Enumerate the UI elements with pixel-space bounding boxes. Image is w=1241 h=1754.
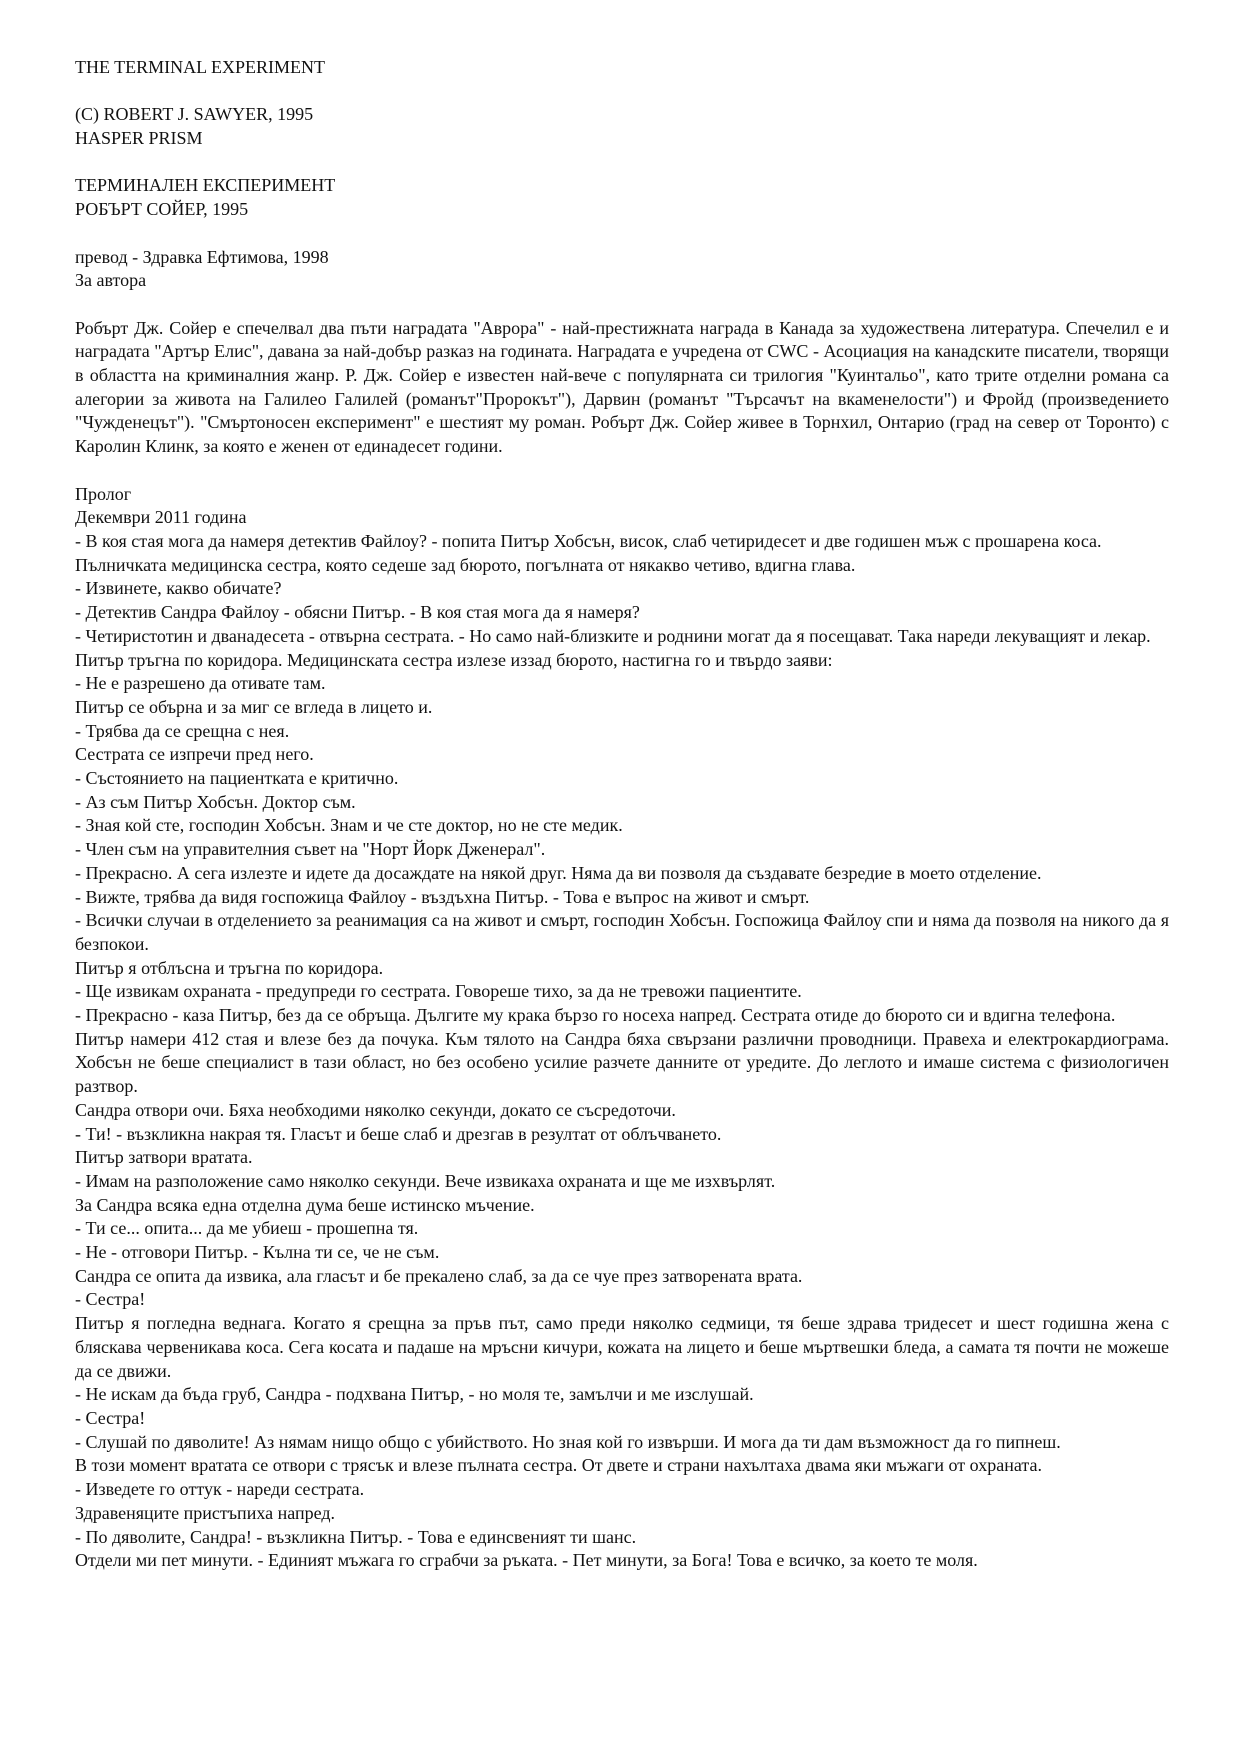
prologue-paragraph: Питър намери 412 стая и влезе без да почука. Към тялото на Сандра бяха свързани различни проводници. Правеха и електрокардиограма. Хобсън не беше специалист в тази област, но без особено усилие разчете данните от уредите. До леглото и имаше система с физиологичен разтвор. (75, 1028, 1169, 1097)
prologue-paragraph: Пълничката медицинска сестра, която седеше зад бюрото, погълната от някакво четиво, вдигна глава. (75, 554, 856, 575)
prologue-paragraph: Питър тръгна по коридора. Медицинската сестра излезе иззад бюрото, настигна го и твърдо заяви: (75, 649, 833, 670)
prologue-paragraph: За Сандра всяка една отделна дума беше истинско мъчение. (75, 1194, 535, 1215)
spacer (75, 459, 1169, 483)
prologue-paragraph: - Сестра! (75, 1408, 146, 1428)
author-bulgarian: РОБЪРТ СОЙЕР, 1995 (75, 199, 249, 220)
title-bulgarian: ТЕРМИНАЛЕН ЕКСПЕРИМЕНТ (75, 175, 336, 196)
prologue-paragraph: Отдели ми пет минути. - Единият мъжага го сграбчи за ръката. - Пет минути, за Бога! Това е всичко, за което те моля. (75, 1550, 978, 1571)
prologue-paragraph: Сестрата се изпречи пред него. (75, 744, 314, 765)
prologue-paragraph: Сандра се опита да извика, ала гласът и бе прекалено слаб, за да се чуе през затворената врата. (75, 1265, 803, 1286)
title-english: THE TERMINAL EXPERIMENT (75, 57, 325, 77)
prologue-paragraph: - Слушай по дяволите! Аз нямам нищо общо с убийството. Но зная кой го извърши. И мога да ти дам възможност да го пипнеш. (75, 1431, 1061, 1452)
prologue-paragraph: - Не искам да бъда груб, Сандра - подхвана Питър, - но моля те, замълчи и ме изслушай. (75, 1384, 754, 1405)
about-heading: За автора (75, 270, 147, 291)
prologue-paragraph: Питър я погледна веднага. Когато я срещна за пръв път, само преди няколко седмици, тя беше здрава тридесет и шест годишна жена с бляскава червеникава коса. Сега косата и падаше на мръсни кичури, кожата на лицето и беше мъртвешки бледа, а самата тя почти не можеше да се движи. (75, 1313, 1169, 1381)
document-page (75, 56, 1169, 1573)
prologue-paragraph: - Четиристотин и дванадесета - отвърна сестрата. - Но само най-близките и роднини могат да я посещават. Така нареди лекуващият и лекар. (75, 625, 1151, 646)
prologue-paragraph: - Извинете, какво обичате? (75, 578, 282, 599)
prologue-paragraph: - Прекрасно - каза Питър, без да се обръща. Дългите му крака бързо го носеха напред. Сестрата отиде до бюрото си и вдигна телефона. (75, 1005, 1116, 1026)
prologue-paragraph: Сандра отвори очи. Бяха необходими няколко секунди, докато се съсредоточи. (75, 1099, 676, 1120)
spacer (75, 151, 1169, 175)
prologue-paragraph: Питър се обърна и за миг се вгледа в лицето и. (75, 696, 433, 717)
prologue-paragraph: - В коя стая мога да намеря детектив Файлоу? - попита Питър Хобсън, висок, слаб четиридесет и две годишен мъж с прошарена коса. (75, 530, 1102, 551)
prologue-paragraph: - Сестра! (75, 1289, 146, 1310)
prologue-paragraph: - Вижте, трябва да видя госпожица Файлоу - въздъхна Питър. - Това е въпрос на живот и смърт. (75, 886, 810, 907)
prologue-paragraph: - Зная кой сте, господин Хобсън. Знам и че сте доктор, но не сте медик. (75, 815, 623, 836)
prologue-heading: Пролог (75, 483, 132, 504)
prologue-paragraph: В този момент вратата се отвори с трясък и влезе пълната сестра. От двете и страни нахълтаха двама яки мъжаги от охраната. (75, 1455, 1042, 1476)
prologue-body (75, 530, 1169, 1573)
spacer (75, 80, 1169, 104)
translation-credit: превод - Здравка Ефтимова, 1998 (75, 246, 329, 267)
spacer (75, 293, 1169, 317)
prologue-paragraph: - По дяволите, Сандра! - възкликна Питър. - Това е единсвеният ти шанс. (75, 1526, 637, 1547)
prologue-paragraph: - Не - отговори Питър. - Кълна ти се, че не съм. (75, 1242, 440, 1263)
spacer (75, 222, 1169, 246)
prologue-paragraph: Питър я отблъсна и тръгна по коридора. (75, 957, 384, 978)
prologue-paragraph: - Не е разрешено да отивате там. (75, 673, 326, 694)
prologue-paragraph: - Прекрасно. А сега излезте и идете да досаждате на някой друг. Няма да ви позволя да създавате безредие в моето отделение. (75, 862, 1042, 883)
prologue-paragraph: - Състоянието на пациентката е критично. (75, 768, 399, 789)
prologue-paragraph: - Ще извикам охраната - предупреди го сестрата. Говореше тихо, за да не тревожи пациентите. (75, 981, 802, 1002)
prologue-paragraph: - Детектив Сандра Файлоу - обясни Питър. - В коя стая мога да я намеря? (75, 602, 640, 623)
prologue-paragraph: - Ти се... опита... да ме убиеш - прошепна тя. (75, 1218, 419, 1239)
prologue-paragraph: Питър затвори вратата. (75, 1147, 253, 1168)
prologue-paragraph: - Трябва да се срещна с нея. (75, 720, 290, 741)
copyright-line: (C) ROBERT J. SAWYER, 1995 (75, 104, 314, 125)
prologue-paragraph: - Ти! - възкликна накрая тя. Гласът и беше слаб и дрезгав в резултат от облъчването. (75, 1123, 722, 1144)
publisher-line: HASPER PRISM (75, 128, 203, 149)
prologue-paragraph: - Всички случаи в отделението за реанимация са на живот и смърт, господин Хобсън. Госпожица Файлоу спи и няма да позволя на никого да я безпокои. (75, 910, 1169, 954)
prologue-date: Декември 2011 година (75, 507, 247, 528)
prologue-paragraph: - Член съм на управителния съвет на "Норт Йорк Дженерал". (75, 839, 546, 860)
about-paragraph: Робърт Дж. Сойер е спечелвал два пъти наградата "Аврора" - най-престижната награда в Канада за художествена литература. Спечелил е и наградата "Артър Елис", давана за най-добър разказ на годината. Наградата е учредена от CWC - Асоциация на канадските писатели, творящи в областта на криминалния жанр. Р. Дж. Сойер е известен най-вече с популярната си трилогия "Куинтальо", като трите отделни романа са алегории за живота на Галилео Галилей (романът"Пророкът"), Дарвин (романът "Търсачът на вкаменелости") и Фройд (произведението "Чужденецът"). "Смъртоносен експеримент" е шестият му роман. Робърт Дж. Сойер живее в Торнхил, Онтарио (град на север от Торонто) с Каролин Клинк, за която е женен от единадесет години. (75, 317, 1169, 457)
prologue-paragraph: - Аз съм Питър Хобсън. Доктор съм. (75, 791, 356, 812)
prologue-paragraph: - Имам на разположение само няколко секунди. Вече извикаха охраната и ще ме изхвърлят. (75, 1170, 776, 1191)
prologue-paragraph: Здравеняците пристъпиха напред. (75, 1502, 336, 1523)
prologue-paragraph: - Изведете го оттук - нареди сестрата. (75, 1479, 365, 1500)
